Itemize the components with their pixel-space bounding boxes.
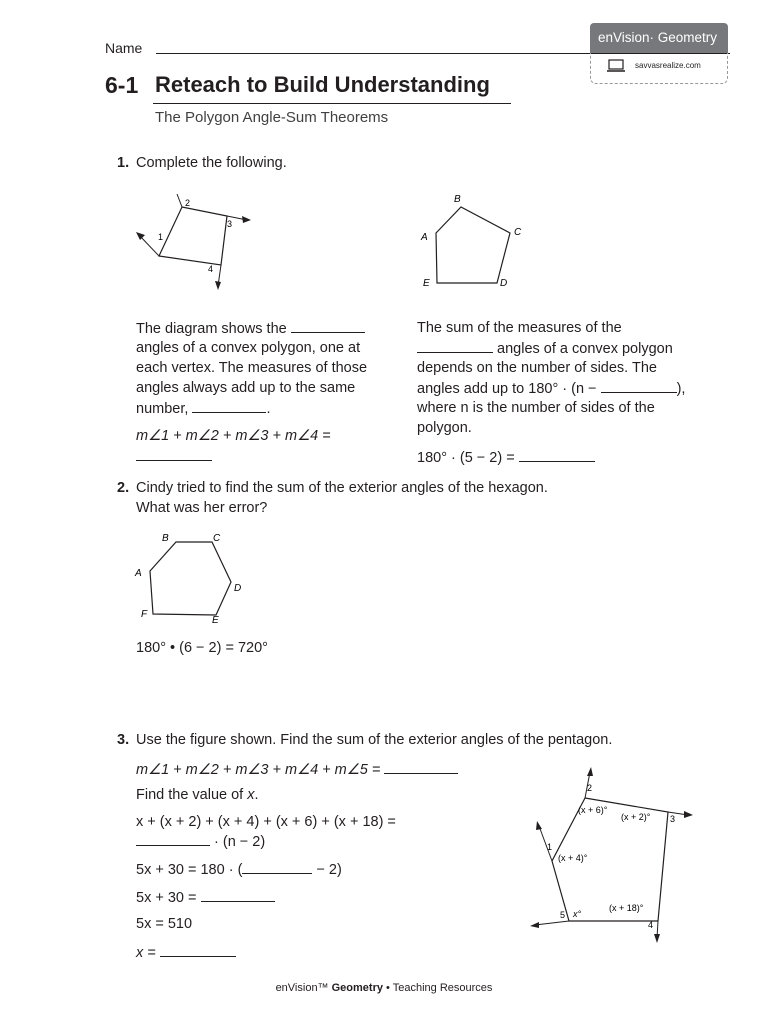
q1-right-line-5: where n is the number of sides of the [417,400,655,416]
q1-blank-number[interactable] [192,398,266,413]
q3-eq2b: · (n − 2) [136,831,265,852]
q1-right-line-2: angles of a convex polygon [417,338,673,359]
fig3-angle-x: x° [573,909,582,919]
fig1-label-1: 1 [158,232,164,242]
fig3-label-1: 1 [547,842,553,852]
q3-blank-rhs[interactable] [201,887,275,902]
q1-left-equation: m∠1 + m∠2 + m∠3 + m∠4 = [136,428,331,444]
fig2-label-d: D [500,278,508,289]
q1-left-line-1: The diagram shows the [136,318,365,339]
title-underline [153,103,511,104]
realize-box[interactable] [590,53,728,84]
footer-brand: enVision™ [275,982,329,994]
hex-label-d: D [234,583,242,594]
fig2-label-a: A [421,232,428,243]
q3-eq2: x + (x + 2) + (x + 4) + (x + 6) + (x + 18) = [136,814,396,830]
q3-number: 3. [117,732,130,748]
q3-eq4: 5x + 30 = [136,887,275,908]
hex-label-f: F [141,609,148,620]
hex-label-c: C [213,533,221,544]
q1-left-line-2: angles of a convex polygon, one at [136,340,361,356]
q3-blank-coeff[interactable] [136,831,210,846]
fig1-label-4: 4 [208,264,214,274]
q3-pentagon-figure [525,760,710,945]
q1-right-line-4: angles add up to 180° · (n − ), [417,378,685,399]
q3-eq6: x = [136,942,236,963]
fig3-label-2: 2 [587,783,593,793]
fig3-angle-x2: (x + 2)° [621,812,651,822]
fig3-angle-x6: (x + 6)° [578,805,608,815]
q2-work: 180° • (6 − 2) = 720° [136,640,268,656]
q2-prompt-2: What was her error? [136,500,268,516]
q1-pentagon-figure [415,188,535,293]
footer [0,982,768,994]
lesson-subtitle: The Polygon Angle-Sum Theorems [155,109,389,126]
q3-eq5: 5x = 510 [136,916,193,932]
q3-blank-x[interactable] [160,942,236,957]
q3-blank-n[interactable] [242,859,312,874]
name-label: Name [105,40,143,56]
hex-label-b: B [162,533,169,544]
q2-prompt-1: Cindy tried to find the sum of the exterior angles of the hexagon. [136,480,548,496]
q1-prompt: Complete the following. [136,155,287,171]
q1-left-line-4: angles always add up to the same [136,380,356,396]
q1-right-equation: 180° · (5 − 2) = [417,447,595,468]
q3-find: Find the value of x. [136,787,259,803]
fig3-label-5: 5 [560,910,566,920]
fig1-label-2: 2 [185,198,191,208]
q1-blank-interior[interactable] [417,338,493,353]
lesson-title: Reteach to Build Understanding [155,72,490,97]
q3-blank-sum[interactable] [384,759,458,774]
fig3-label-3: 3 [670,814,676,824]
q2-hexagon-figure [130,525,250,630]
brand-label: enVision· Geometry [598,30,718,45]
q1-blank-angle-type[interactable] [291,318,365,333]
fig3-angle-x4: (x + 4)° [558,853,588,863]
q1-quadrilateral-figure [125,190,265,300]
site-url[interactable]: savvasrealize.com [635,61,701,70]
footer-rest: • Teaching Resources [386,982,493,994]
fig2-label-c: C [514,227,522,238]
q1-number: 1. [117,155,130,171]
fig2-label-b: B [454,194,461,205]
fig3-label-4: 4 [648,920,654,930]
q1-blank-sum[interactable] [136,460,212,461]
lesson-number: 6-1 [105,72,139,98]
hex-label-e: E [212,615,219,626]
q1-right-line-3: depends on the number of sides. The [417,360,657,376]
laptop-icon [607,58,625,74]
q1-blank-n-minus[interactable] [601,378,677,393]
fig3-angle-x18: (x + 18)° [609,903,644,913]
footer-geometry: Geometry [331,982,383,994]
brand-tab [590,23,728,53]
q2-number: 2. [117,480,130,496]
q1-left-line-3: each vertex. The measures of those [136,360,368,376]
q1-left-line-5: number, . [136,398,270,419]
fig1-label-3: 3 [227,219,233,229]
hex-label-a: A [135,568,142,579]
fig2-label-e: E [423,278,430,289]
q3-eq1: m∠1 + m∠2 + m∠3 + m∠4 + m∠5 = [136,759,458,780]
q3-prompt: Use the figure shown. Find the sum of the exterior angles of the pentagon. [136,732,613,748]
q1-right-line-6: polygon. [417,420,472,436]
q1-right-line-1: The sum of the measures of the [417,320,622,336]
q3-eq3: 5x + 30 = 180 · ( − 2) [136,859,342,880]
q1-blank-pentagon-sum[interactable] [519,447,595,462]
